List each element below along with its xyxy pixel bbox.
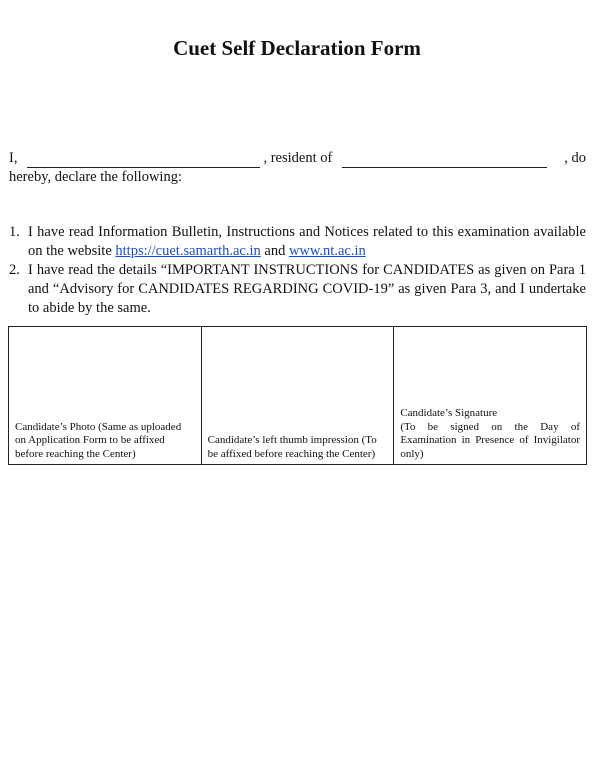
resident-of-label: , resident of <box>263 150 333 166</box>
nta-website-link[interactable]: www.nt.ac.in <box>288 243 366 259</box>
list-item <box>9 223 586 261</box>
table-row <box>9 327 587 465</box>
list-item-text-before: I have read Information Bulletin, Instructions and Notices related to this examination available on the website <box>28 224 586 259</box>
photo-cell[interactable] <box>9 327 202 465</box>
declaration-list <box>9 223 586 318</box>
photo-cell-label: Candidate’s Photo (Same as uploaded on Application Form to be affixed before reaching the Center) <box>15 420 182 460</box>
list-item-text-between: and <box>260 243 289 259</box>
list-item-number: 1. <box>9 224 20 240</box>
list-item-number: 2. <box>9 262 20 278</box>
signature-cell[interactable] <box>394 327 587 465</box>
declaration-line-1 <box>9 149 586 168</box>
list-item-text <box>28 223 586 261</box>
cuet-website-link[interactable]: https://cuet.samarth.ac.in <box>115 243 261 259</box>
thumb-cell-label: Candidate’s left thumb impression (To be affixed before reaching the Center) <box>207 434 377 460</box>
declaration-line-2: hereby, declare the following: <box>9 169 182 185</box>
thumb-impression-cell[interactable] <box>201 327 394 465</box>
list-item-text: I have read the details “IMPORTANT INSTRUCTIONS for CANDIDATES as given on Para 1 and “Advisory for CANDIDATES REGARDING COVID-19” as given Para 3, and I undertake to abide by the same. <box>28 262 586 316</box>
residence-blank-field[interactable] <box>342 153 547 168</box>
declaration-statement <box>9 149 586 187</box>
signature-table <box>8 326 587 465</box>
signature-cell-heading: Candidate’s Signature <box>400 407 498 419</box>
signature-cell-instructions: (To be signed on the Day of Examination in Presence of Invigilator only) <box>400 420 580 460</box>
list-item <box>9 261 586 318</box>
form-title: Cuet Self Declaration Form <box>173 36 421 60</box>
declaration-prefix: I, <box>9 150 18 166</box>
name-blank-field[interactable] <box>27 153 260 168</box>
do-label: , do <box>564 150 586 166</box>
